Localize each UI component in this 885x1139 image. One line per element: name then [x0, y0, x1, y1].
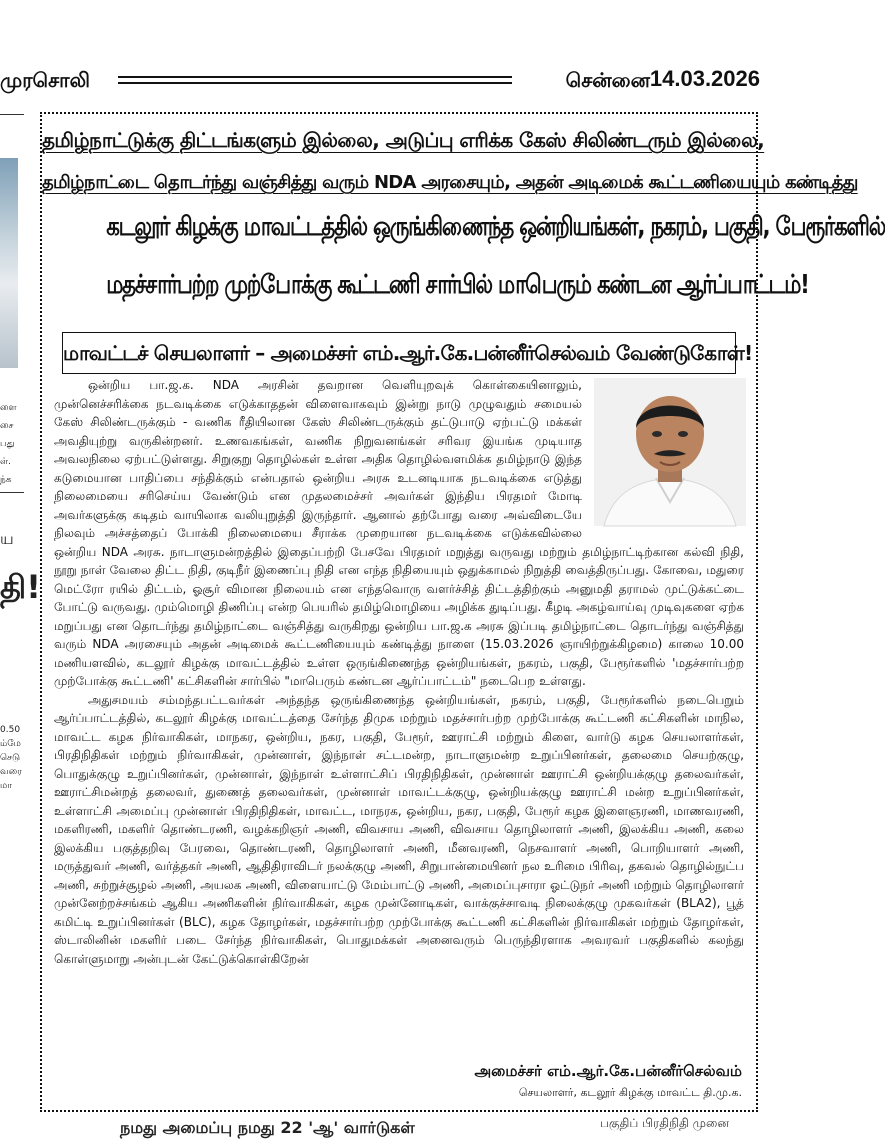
left-fragment-headline: தி!: [0, 568, 41, 606]
title-line-1: கடலூர் கிழக்கு மாவட்டத்தில் ஒருங்கிணைந்த ஒன்றியங்கள், நகரம், பகுதி, பேரூர்களில்: [106, 212, 885, 242]
heading-line-2: தமிழ்நாட்டை தொடர்ந்து வஞ்சித்து வரும் NDA அரசையும், அதன் அடிமைக் கூட்டணியையும் கண்டித்து: [42, 172, 858, 193]
left-fragment-word: ய: [0, 529, 14, 548]
left-fragment: ந்க: [0, 475, 12, 485]
left-fragment: பது: [0, 439, 15, 449]
signatory-title: செயலாளர், கடலூர் கிழக்கு மாவட்ட தி.மு.க.: [518, 1086, 742, 1099]
masthead-rule: [118, 76, 512, 84]
left-column-rule: [0, 114, 24, 115]
left-fragment: ளை: [0, 403, 17, 413]
bottom-clipped-headline: நமது அமைப்பு நமது 22 'ஆ' வார்டுகள்: [120, 1118, 415, 1137]
left-fragment: மா: [0, 781, 12, 791]
left-fragment: சை: [0, 421, 14, 431]
notice-box: [40, 112, 885, 1112]
paragraph-1: ஒன்றிய பா.ஜ.க. NDA அரசின் தவறான வெளியுறவுக் கொள்கையினாலும், முன்னெச்சரிக்கை நடவடிக்கை எடுக்காததன் விளைவாகவும் இன்று நாடு முழுவதும் சமையல் கேஸ் சிலிண்டருக்கும் - வணிக ரீதியிலான கேஸ் சிலிண்டருக்கும் தட்டுபாடு ஏற்பட்டு மக்கள் அவதியுற்று வருகின்றனர். உணவகங்கள், வணிக நிறுவனங்கள் சரிவர இயங்க முடியாத அவலநிலை ஏற்பட்டுள்ளது. சிறுகுறு தொழில்கள் உள்ள அதிக தொழில்வளமிக்க தமிழ்நாடு இந்த கடுமையான பாதிப்பை சந்திக்கும் என்பதால் ஒன்றிய அரசு உடனடியாக நடவடிக்கை எடுத்து நிலைமையை சரிசெய்ய வேண்டும் என முதலமைச்சர் அவர்கள் இந்திய பிரதமர் மோடி அவர்களுக்கு கடிதம் வாயிலாக வலியுறுத்தி இருந்தார். ஆனால் தற்போது வரை அவ்விடையே நிலவும் அச்சத்தைப் போக்கி நிலைமையை சீராக்க முறையான நடவடிக்கை எடுக்கவில்லை ஒன்றிய NDA அரசு. நாடாளுமன்றத்தில் இதைப்பற்றி பேசவே பிரதமர் மறுத்து வருவது மற்றும் தமிழ்நாட்டிற்கான கல்வி நிதி, நூறு நாள் வேலை திட்ட நிதி, குடிநீர் இணைப்பு நிதி என எந்த நிதியையும் ஒதுக்காமல் நிறுத்தி வைத்திருப்பது. கோவை, மதுரை மெட்ரோ ரயில் திட்டம், ஓசூர் விமான நிலையம் என எந்தவொரு வளர்ச்சித் திட்டத்திற்கும் அனுமதி தராமல் முட்டுக்கட்டை போட்டு வருவது. மும்மொழி திணிப்பு என்ற பெயரில் தமிழ்மொழியை அழிக்க துடிப்பது. கீழடி அகழ்வாய்வு முடிவுகளை ஏற்க மறுப்பது என தொடர்ந்து தமிழ்நாட்டை வஞ்சித்து வருகிறது ஒன்றிய பா.ஜ.க அரசு இப்படி தமிழ்நாட்டை தொடர்ந்து வஞ்சித்து வரும் NDA அரசையும் அதன் அடிமைக் கூட்டணியையும் கண்டித்து நாளை (15.03.2026 ஞாயிற்றுக்கிழமை) காலை 10.00 மணியளவில், கடலூர் கிழக்கு மாவட்டத்தில் உள்ள ஒருங்கிணைந்த ஒன்றியங்கள், நகரம், பகுதி, பேரூர்களில் 'மதச்சார்பற்ற முற்போக்கு கூட்டணி' கட்சிகளின் சார்பில் "மாபெரும் கண்டன ஆர்ப்பாட்டம்" நடைபெற உள்ளது.: [54, 378, 744, 688]
appeal-banner: மாவட்டச் செயலாளர் – அமைச்சர் எம்.ஆர்.கே.பன்னீர்செல்வம் வேண்டுகோள்!: [62, 332, 736, 374]
photo-spacer: [582, 376, 744, 528]
newspaper-name: முரசொலி: [0, 68, 90, 92]
paragraph-2: அதுசமயம் சம்மந்தபட்டவர்கள் அந்தந்த ஒருங்கிணைந்த ஒன்றியங்கள், நகரம், பகுதி, பேரூர்களில் நடைபெறும் ஆர்ப்பாட்டத்தில், கடலூர் கிழக்கு மாவட்டத்தை சேர்ந்த திமுக மற்றும் மதச்சார்பற்ற முற்போக்கு கூட்டணி கட்சிகளின் மாநில, மாவட்ட கழக நிர்வாகிகள், மாநகர, ஒன்றிய, நகர, பகுதி, பேரூர், ஊராட்சி மற்றும் கிளை, வார்டு கழக செயலாளர்கள், பிரதிநிதிகள் மற்றும் நிர்வாகிகள், முன்னாள், இந்நாள் சட்டமன்ற, நாடாளுமன்ற உறுப்பினர்கள், தலைமை செயற்குழு, பொதுக்குழு உறுப்பினர்கள், முன்னாள், இந்நாள் உள்ளாட்சிப் பிரதிநிதிகள், முன்னாள் ஊராட்சி ஒன்றியக்குழு தலைவர்கள், ஊராட்சிமன்றத் தலைவர், துணைத் தலைவர்கள், முன்னாள் மாவட்டக்குழு, ஒன்றியக்குழு ஊராட்சி மன்ற உறுப்பினர்கள், உள்ளாட்சி அமைப்பு முன்னாள் பிரதிநிதிகள், மாவட்ட, மாநரக, ஒன்றிய, நகர, பகுதி, பேரூர் கழக இளைஞரணி, மாணவரணி, மகளிரணி, மகளிர் தொண்டரணி, வழக்கறிஞர் அணி, விவசாய அணி, விவசாய தொழிலாளர் அணி, இலக்கிய அணி, கலை இலக்கிய பகுத்தறிவு பேரவை, தொண்டரணி, தொழிலாளர் அணி, மீனவரணி, நெசவாளர் அணி, பொறியாளர் அணி, மருத்துவர் அணி, வர்த்தகர் அணி, ஆதிதிராவிடர் நலக்குழு அணி, சிறுபான்மையினர் நல உரிமை பிரிவு, தகவல் தொழில்நுட்ப அணி, சுற்றுச்சூழல் அணி, அயலக அணி, விளையாட்டு மேம்பாட்டு அணி, அமைப்புசாரா ஓட்டுநர் அணி மற்றும் தொழிலாளர் முன்னேற்றச்சங்கம் ஆகிய அணிகளின் நிர்வாகிகள், கழக முன்னோடிகள், வாக்குச்சாவடி நிலைக்குழு முகவர்கள் (BLA2), பூத் கமிட்டி உறுப்பினர்கள் (BLC), கழக தோழர்கள், மதச்சார்பற்ற முற்போக்கு கூட்டணி கட்சிகளின் நிர்வாகிகள் மற்றும் தோழர்கள், ஸ்டாலினின் மகளிர் படை சேர்ந்த நிர்வாகிகள், பொதுமக்கள் அனைவரும் பெருந்திரளாக அவரவர் பகுதிகளில் கலந்து கொள்ளுமாறு அன்புடன் கேட்டுக்கொள்கிறேன்: [54, 692, 744, 966]
bottom-clipped-text: பகுதிப் பிரதிநிதி முனை: [600, 1116, 729, 1130]
title-line-2: மதச்சார்பற்ற முற்போக்கு கூட்டணி சார்பில் மாபெரும் கண்டன ஆர்ப்பாட்டம்!: [106, 270, 809, 300]
left-fragment: ம்மே: [0, 739, 21, 749]
left-column-rule: [0, 492, 24, 493]
left-fragment: வரை: [0, 767, 22, 777]
edition-date: 14.03.2026: [649, 66, 760, 91]
left-column-photo: [0, 158, 18, 368]
left-fragment: ள்.: [0, 457, 11, 467]
heading-line-1: தமிழ்நாட்டுக்கு திட்டங்களும் இல்லை, அடுப்பு எரிக்க கேஸ் சிலிண்டரும் இல்லை,: [42, 128, 765, 152]
notice-body: [54, 376, 744, 968]
left-clipped-column: [0, 112, 41, 1122]
left-fragment: செடு: [0, 753, 21, 763]
edition-city: சென்னை: [565, 68, 650, 92]
signatory-name: அமைச்சர் எம்.ஆர்.கே.பன்னீர்செல்வம்: [474, 1062, 742, 1080]
left-fragment: 0.50: [0, 725, 21, 735]
masthead: [0, 64, 800, 98]
